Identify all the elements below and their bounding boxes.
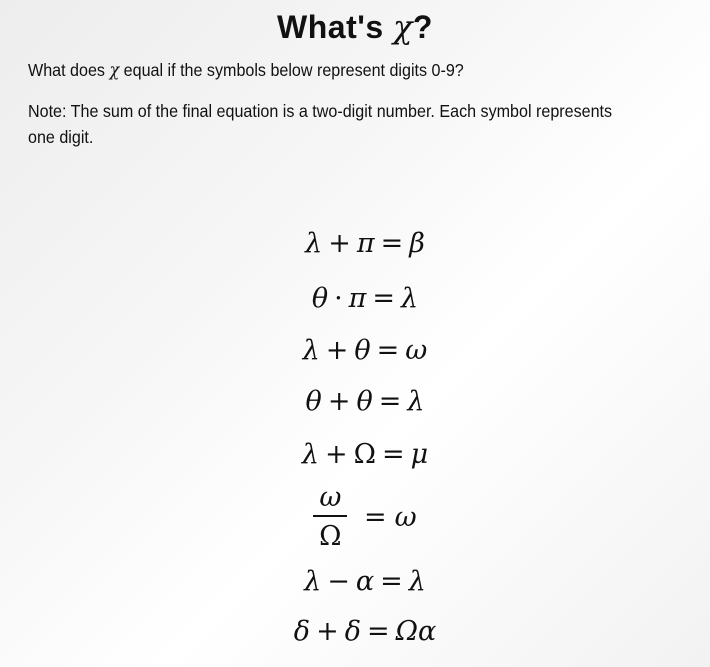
fraction-rhs-group bbox=[356, 502, 417, 533]
eq1-lhs1: λ bbox=[305, 228, 323, 259]
eq4-rhs: λ bbox=[407, 386, 425, 417]
page-title bbox=[0, 8, 710, 46]
eq7-operator: − bbox=[327, 566, 350, 597]
eq7-lhs1: λ bbox=[304, 566, 322, 597]
eq2-operator: · bbox=[334, 283, 343, 314]
eq4-lhs1: θ bbox=[305, 386, 322, 417]
eq3-lhs1: λ bbox=[302, 335, 320, 366]
eq7-rhs: λ bbox=[408, 566, 426, 597]
eq4-equals: = bbox=[378, 386, 402, 417]
eq5-operator: + bbox=[324, 439, 348, 470]
title-suffix: ? bbox=[412, 9, 433, 45]
equation-4 bbox=[0, 386, 710, 417]
eq5-rhs: μ bbox=[410, 439, 429, 470]
eq8-lhs2: δ bbox=[344, 616, 361, 647]
equation-2 bbox=[0, 283, 710, 314]
eq1-lhs2: π bbox=[356, 228, 375, 259]
question-text bbox=[28, 60, 464, 81]
eq3-lhs2: θ bbox=[354, 335, 371, 366]
title-prefix: What's bbox=[277, 9, 394, 45]
eq5-equals: = bbox=[381, 439, 405, 470]
note-text: Note: The sum of the final equation is a two-digit number. Each symbol represents one digit. bbox=[28, 101, 613, 147]
eq1-equals: = bbox=[380, 228, 404, 259]
eq8-equals: = bbox=[366, 616, 390, 647]
eq2-equals: = bbox=[372, 283, 396, 314]
eq8-lhs1: δ bbox=[293, 616, 311, 647]
title-symbol: χ bbox=[393, 8, 413, 46]
fraction-rhs: ω bbox=[394, 501, 417, 533]
fraction-equation bbox=[0, 482, 710, 552]
eq2-lhs1: θ bbox=[311, 283, 329, 314]
eq4-operator: + bbox=[327, 386, 351, 417]
eq1-operator: + bbox=[328, 228, 351, 259]
equation-5 bbox=[0, 439, 710, 470]
eq8-rhs: Ωα bbox=[395, 616, 437, 647]
fraction-equals: = bbox=[363, 501, 387, 533]
equation-3 bbox=[0, 335, 710, 366]
fraction bbox=[313, 482, 347, 552]
eq5-lhs1: λ bbox=[301, 439, 319, 470]
eq3-operator: + bbox=[325, 335, 349, 366]
fraction-denominator: Ω bbox=[319, 521, 342, 552]
eq5-lhs2: Ω bbox=[353, 439, 376, 470]
question-prefix: What does bbox=[28, 60, 110, 80]
eq7-equals: = bbox=[380, 566, 403, 597]
equation-1 bbox=[0, 228, 710, 259]
eq8-operator: + bbox=[316, 616, 339, 647]
question-suffix: equal if the symbols below represent digits 0-9? bbox=[119, 60, 464, 80]
eq2-rhs: λ bbox=[401, 283, 419, 314]
equation-7 bbox=[0, 566, 710, 597]
equation-8 bbox=[0, 616, 710, 647]
fraction-numerator: ω bbox=[319, 482, 342, 513]
eq1-rhs: β bbox=[409, 228, 425, 259]
question-symbol: χ bbox=[109, 61, 120, 81]
eq3-rhs: ω bbox=[405, 335, 428, 366]
eq3-equals: = bbox=[376, 335, 400, 366]
eq4-lhs2: θ bbox=[356, 386, 373, 417]
eq7-lhs2: α bbox=[355, 566, 375, 597]
eq2-lhs2: π bbox=[348, 283, 367, 314]
